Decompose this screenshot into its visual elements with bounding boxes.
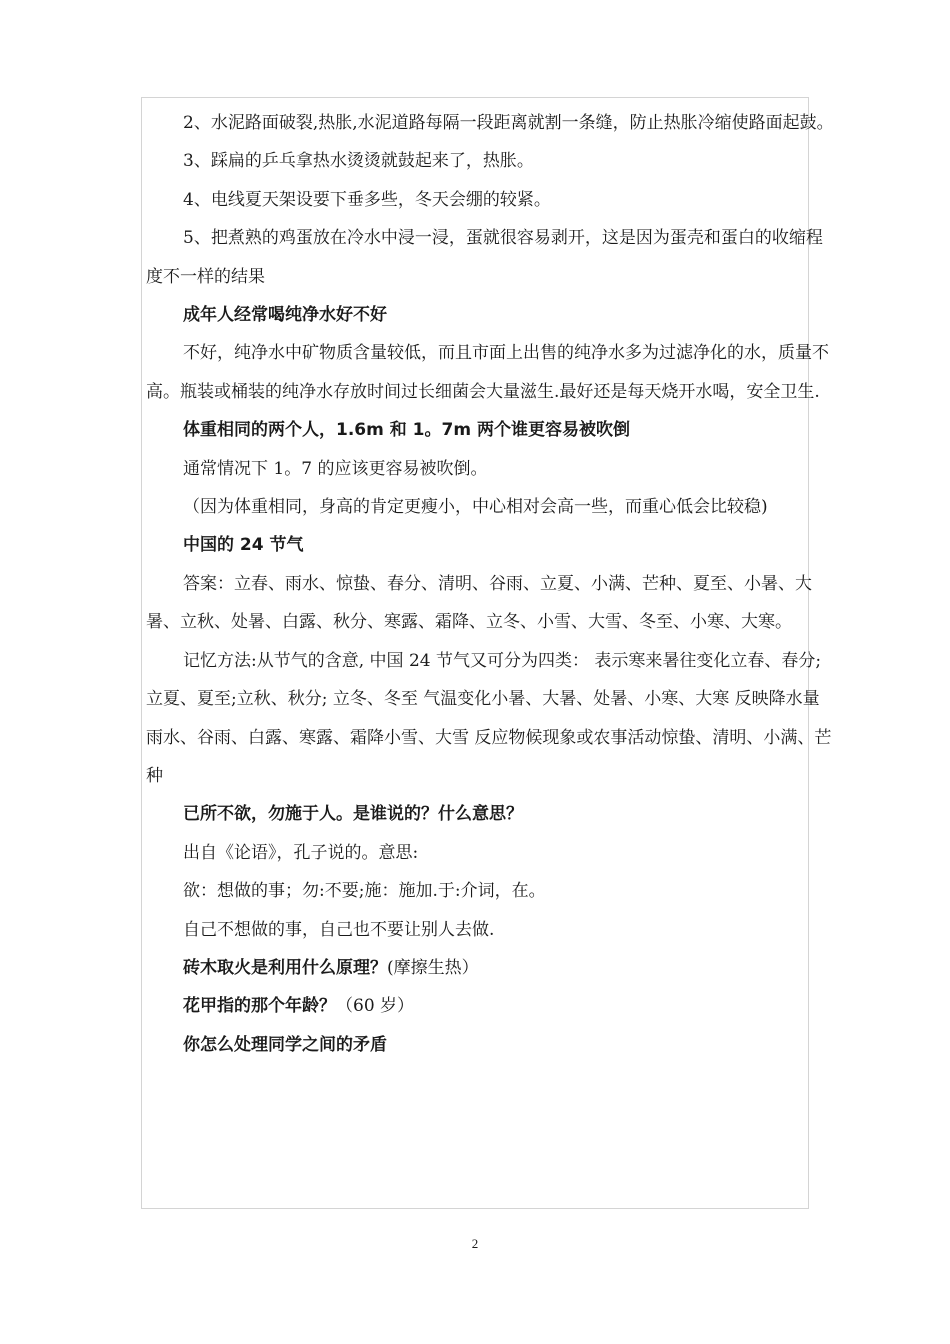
question-heading — [146, 987, 836, 1025]
body-paragraph: 2、水泥路面破裂,热胀,水泥道路每隔一段距离就割一条缝，防止热胀冷缩使路面起鼓。 — [183, 113, 834, 133]
body-paragraph: 通常情况下 1。7 的应该更容易被吹倒。 — [183, 458, 488, 479]
body-paragraph: 5、把煮熟的鸡蛋放在冷水中浸一浸，蛋就很容易剥开，这是因为蛋壳和蛋白的收缩程度不一样的结果 — [146, 228, 823, 287]
answer-note: (摩擦生热） — [387, 957, 479, 978]
question-heading — [146, 949, 836, 987]
question-text: 已所不欲，勿施于人。是谁说的？什么意思？ — [183, 804, 523, 825]
question-heading — [146, 411, 836, 449]
question-heading — [146, 526, 836, 564]
body-paragraph: 答案：立春、雨水、惊蛰、春分、清明、谷雨、立夏、小满、芒种、夏至、小暑、大暑、立秋、处暑、白露、秋分、寒露、霜降、立冬、小雪、大雪、冬至、小寒、大寒。 — [146, 573, 812, 633]
question-text: 花甲指的那个年龄？ — [183, 996, 336, 1017]
body-paragraph: 不好，纯净水中矿物质含量较低，而且市面上出售的纯净水多为过滤净化的水，质量不高。瓶装或桶装的纯净水存放时间过长细菌会大量滋生.最好还是每天烧开水喝，安全卫生. — [146, 343, 829, 402]
body-paragraph: 欲：想做的事；勿:不要;施：施加.于:介词，在。 — [183, 881, 546, 902]
question-text: 你怎么处理同学之间的矛盾 — [183, 1034, 387, 1055]
question-heading — [146, 795, 836, 833]
document-body — [146, 104, 836, 1064]
question-text: 砖木取火是利用什么原理？ — [183, 957, 387, 978]
body-paragraph: 出自《论语》，孔子说的。意思: — [183, 842, 419, 863]
question-text: 体重相同的两个人，1.6m 和 1。7m 两个谁更容易被吹倒 — [183, 420, 630, 441]
page-number: 2 — [471, 1236, 479, 1251]
body-paragraph: 3、踩扁的乒乓拿热水烫烫就鼓起来了，热胀。 — [183, 151, 534, 172]
answer-note: （60 岁） — [336, 996, 415, 1017]
question-text: 中国的 24 节气 — [183, 535, 304, 556]
question-heading — [146, 1026, 836, 1064]
question-text: 成年人经常喝纯净水好不好 — [183, 305, 387, 326]
body-paragraph: （因为体重相同，身高的肯定更瘦小，中心相对会高一些，而重心低会比较稳) — [183, 497, 768, 518]
question-heading — [146, 296, 836, 334]
body-paragraph: 记忆方法:从节气的含意, 中国 24 节气又可分为四类： 表示寒来暑往变化立春、春分;立夏、夏至;立秋、秋分; 立冬、冬至 气温变化小暑、大暑、处暑、小寒、大寒 反映降水量雨水、谷雨、白露、寒露、霜降小雪、大雪 反应物候现象或农事活动惊蛰、清明、小满、芒种 — [146, 650, 832, 786]
body-paragraph: 自己不想做的事，自己也不要让别人去做. — [183, 919, 495, 940]
body-paragraph: 4、电线夏天架设要下垂多些，冬天会绷的较紧。 — [183, 189, 551, 210]
